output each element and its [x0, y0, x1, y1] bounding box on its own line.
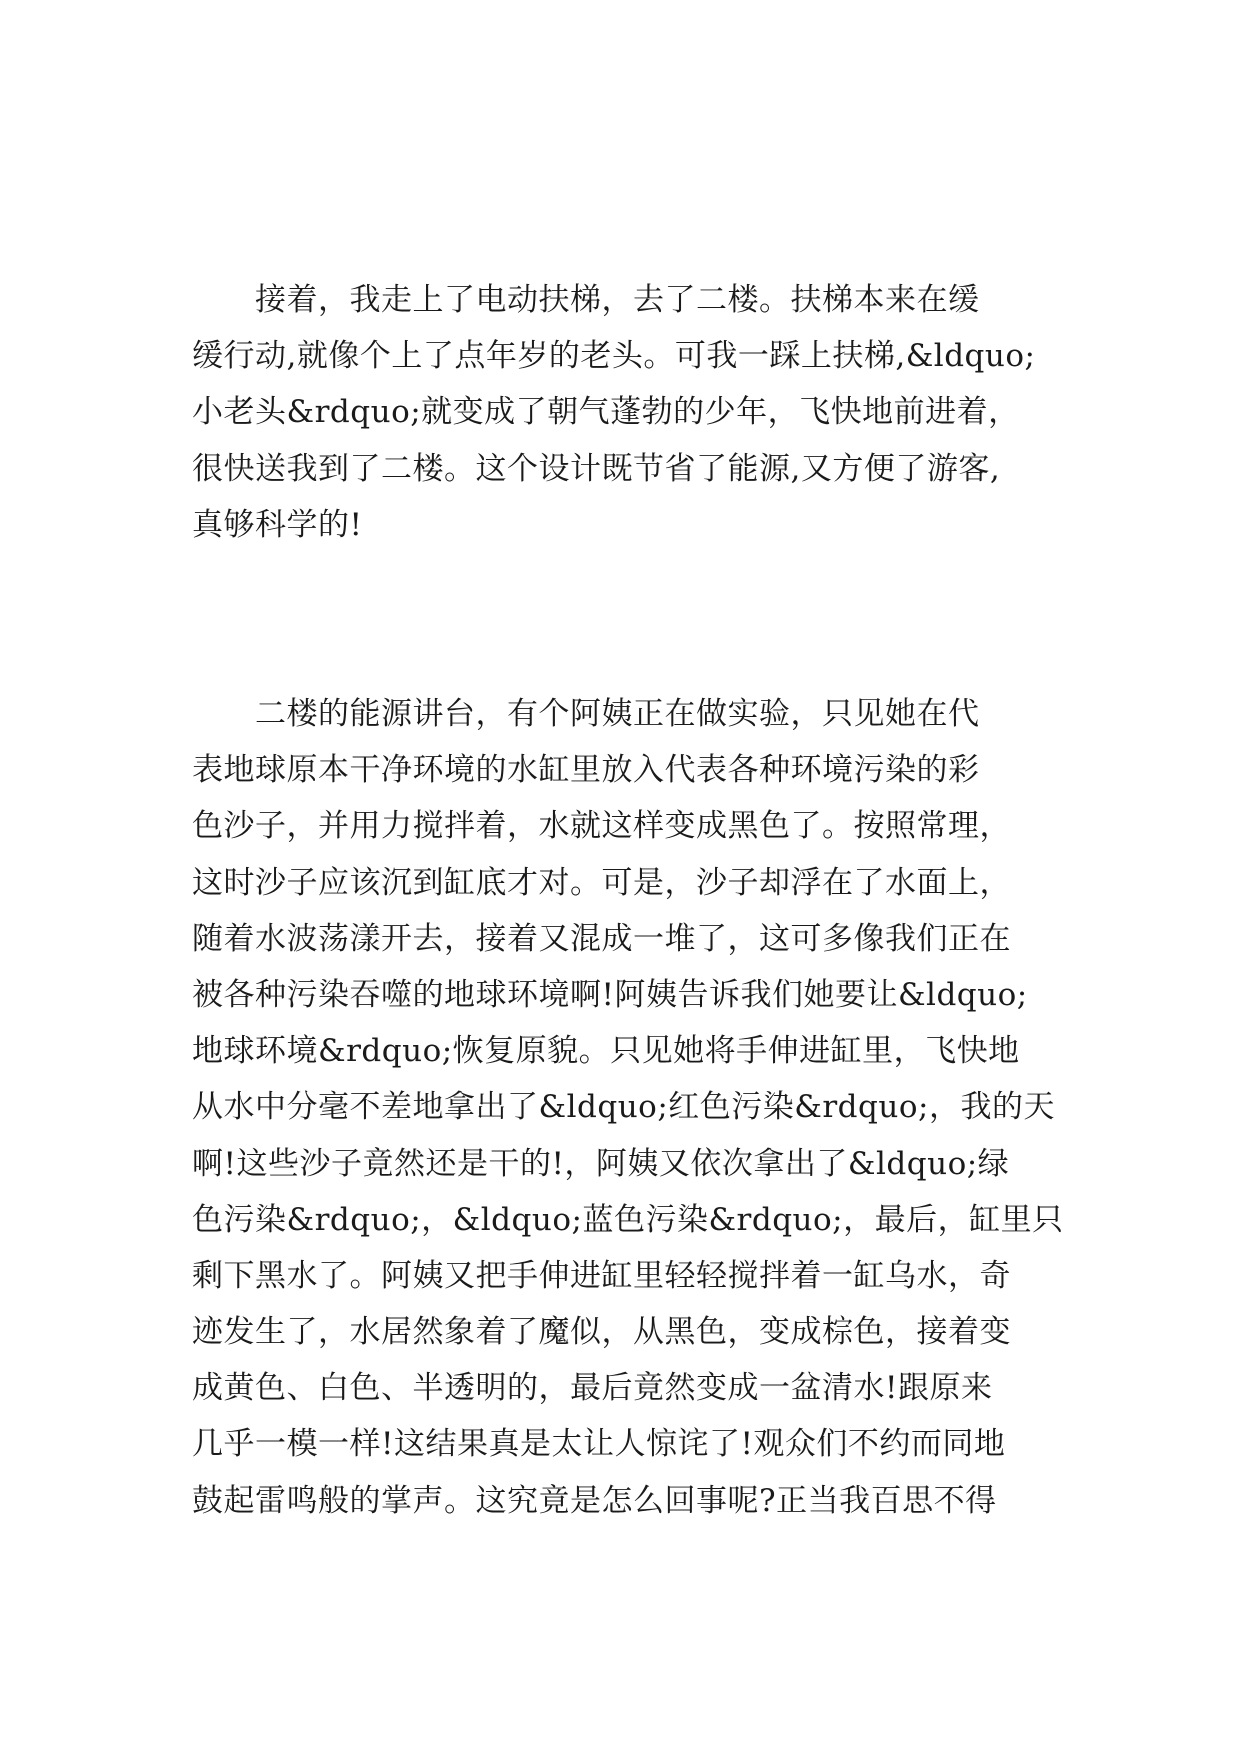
text-line: 啊!这些沙子竟然还是干的!，阿姨又依次拿出了&ldquo;绿 [192, 1145, 1010, 1182]
text-line: 很快送我到了二楼。这个设计既节省了能源,又方便了游客, [192, 450, 1001, 487]
text-line: 这时沙子应该沉到缸底才对。可是，沙子却浮在了水面上， [192, 864, 1011, 901]
text-line: 真够科学的! [192, 506, 363, 543]
text-line: 地球环境&rdquo;恢复原貌。只见她将手伸进缸里，飞快地 [192, 1033, 1020, 1070]
text-line: 几乎一模一样!这结果真是太让人惊诧了!观众们不约而同地 [192, 1426, 1006, 1463]
text-line: 色沙子，并用力搅拌着，水就这样变成黑色了。按照常理， [192, 808, 1011, 845]
text-line: 成黄色、白色、半透明的，最后竟然变成一盆清水!跟原来 [192, 1370, 993, 1407]
text-line: 从水中分毫不差地拿出了&ldquo;红色污染&rdquo;，我的天 [192, 1089, 1055, 1126]
paragraph-experiment [192, 686, 1062, 1529]
text-line: 表地球原本干净环境的水缸里放入代表各种环境污染的彩 [192, 752, 980, 789]
text-line: 剩下黑水了。阿姨又把手伸进缸里轻轻搅拌着一缸乌水，奇 [192, 1257, 1011, 1294]
paragraph-escalator [192, 272, 1062, 553]
text-line: 小老头&rdquo;就变成了朝气蓬勃的少年，飞快地前进着， [192, 394, 1020, 431]
text-line: 被各种污染吞噬的地球环境啊!阿姨告诉我们她要让&ldquo; [192, 976, 1028, 1013]
text-line: 缓行动,就像个上了点年岁的老头。可我一踩上扶梯,&ldquo; [192, 338, 1036, 375]
text-line: 接着，我走上了电动扶梯，去了二楼。扶梯本来在缓 [192, 282, 980, 318]
text-line: 迹发生了，水居然象着了魔似，从黑色，变成棕色，接着变 [192, 1314, 1011, 1351]
text-line: 二楼的能源讲台，有个阿姨正在做实验，只见她在代 [192, 696, 980, 732]
text-line: 鼓起雷鸣般的掌声。这究竟是怎么回事呢?正当我百思不得 [192, 1482, 997, 1519]
text-line: 随着水波荡漾开去，接着又混成一堆了，这可多像我们正在 [192, 920, 1011, 957]
text-line: 色污染&rdquo;，&ldquo;蓝色污染&rdquo;，最后，缸里只 [192, 1201, 1064, 1238]
